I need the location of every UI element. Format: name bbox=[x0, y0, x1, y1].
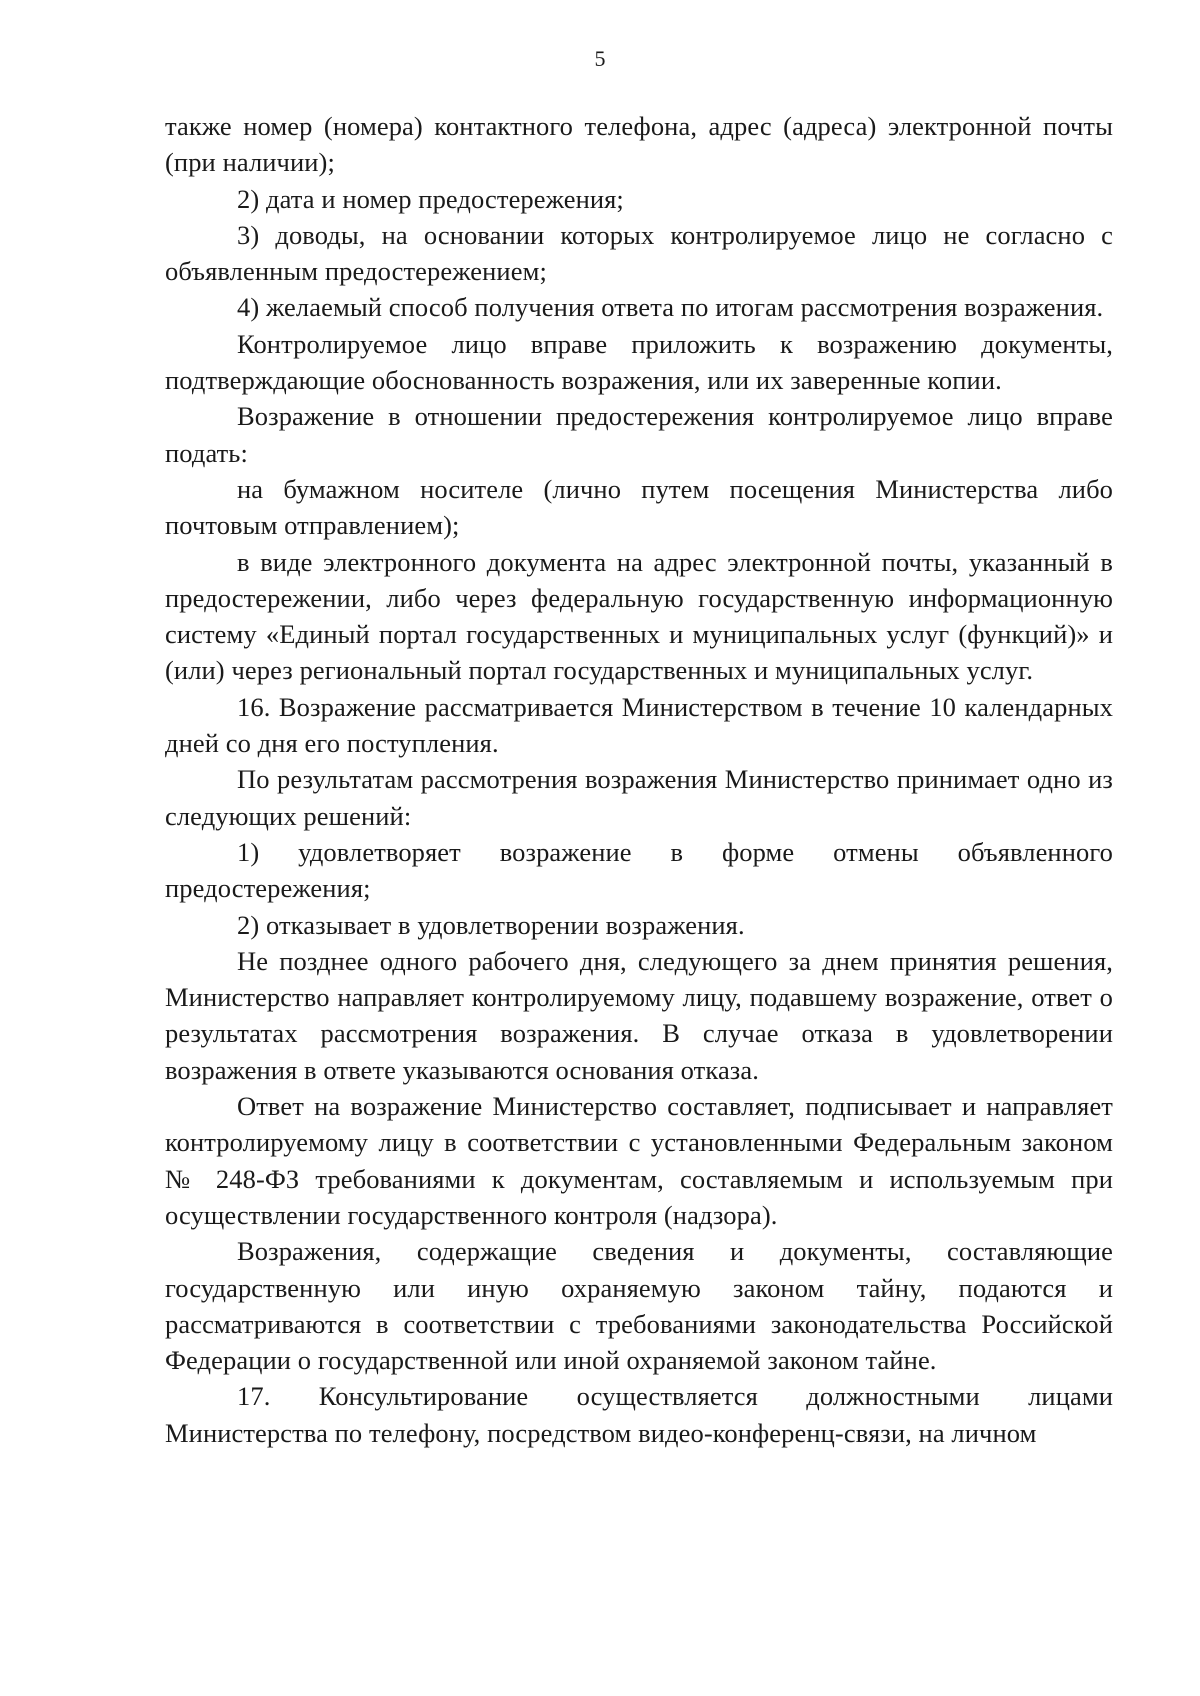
document-body bbox=[165, 108, 1113, 1451]
paragraph-decisions: По результатам рассмотрения возражения Министерство принимает одно из следующих решений: bbox=[165, 764, 1113, 831]
paragraph-response-deadline: Не позднее одного рабочего дня, следующего за днем принятия решения, Министерство направляет контролируемому лицу, подавшему возражение, ответ о результатах рассмотрения возражения. В случае отказа в удовлетворении возражения в ответе указываются основания отказа. bbox=[165, 945, 1113, 1085]
paragraph-attach-documents: Контролируемое лицо вправе приложить к возражению документы, подтверждающие обоснованность возражения, или их заверенные копии. bbox=[165, 328, 1113, 396]
list-item-3: 3) доводы, на основании которых контролируемое лицо не согласно с объявленным предостережением; bbox=[165, 219, 1113, 287]
paragraph-paper-medium: на бумажном носителе (лично путем посещения Министерства либо почтовым отправлением); bbox=[165, 473, 1113, 541]
page-number: 5 bbox=[594, 46, 606, 71]
list-item-4: 4) желаемый способ получения ответа по итогам рассмотрения возражения. bbox=[237, 292, 1104, 323]
paragraph-electronic-document: в виде электронного документа на адрес электронной почты, указанный в предостережении, либо через федеральную государственную информационную систему «Единый портал государственных и муниципальных услуг (функций)» и (или) через региональный портал государственных и муниципальных услуг. bbox=[165, 546, 1113, 686]
decision-item-1: 1) удовлетворяет возражение в форме отмены объявленного предостережения; bbox=[165, 836, 1113, 904]
paragraph-secret-information: Возражения, содержащие сведения и документы, составляющие государственную или иную охраняемую законом тайну, подаются и рассматриваются в соответствии с требованиями законодательства Российской Федерации о государственной или иной охраняемой законом тайне. bbox=[165, 1236, 1113, 1376]
paragraph-objection-submit: Возражение в отношении предостережения контролируемое лицо вправе подать: bbox=[165, 401, 1113, 468]
clause-17: 17. Консультирование осуществляется должностными лицами Министерства по телефону, посредством видео-конференц-связи, на личном bbox=[165, 1381, 1113, 1448]
list-item-2: 2) дата и номер предостережения; bbox=[237, 183, 624, 214]
paragraph-continuation: также номер (номера) контактного телефона, адрес (адреса) электронной почты (при наличии); bbox=[165, 111, 1113, 178]
paragraph-response-requirements: Ответ на возражение Министерство составляет, подписывает и направляет контролируемому лицу в соответствии с установленными Федеральным законом № 248-ФЗ требованиями к документам, составляемым и используемым при осуществлении государственного контроля (надзора). bbox=[165, 1091, 1113, 1230]
clause-16: 16. Возражение рассматривается Министерством в течение 10 календарных дней со дня его поступления. bbox=[165, 691, 1113, 759]
decision-item-2: 2) отказывает в удовлетворении возражения. bbox=[237, 909, 745, 940]
